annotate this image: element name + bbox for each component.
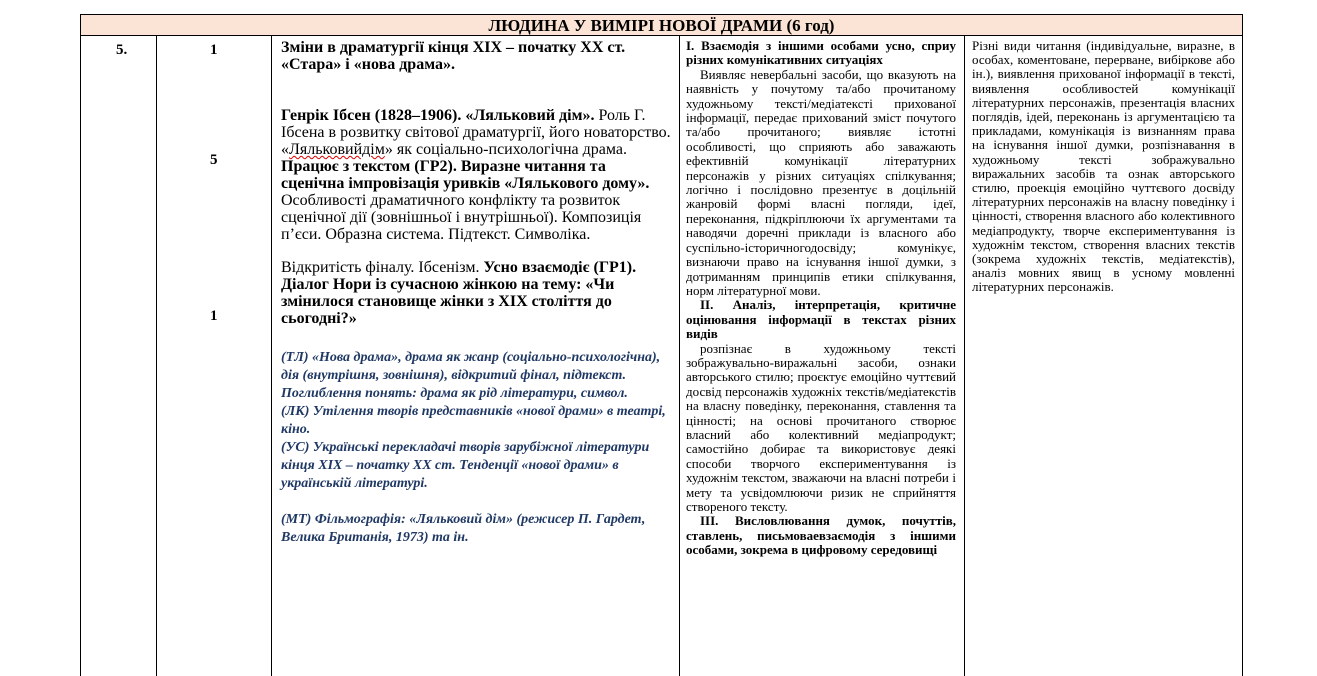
activities	[972, 39, 1235, 295]
topic-content	[281, 39, 673, 547]
outcome-heading-2: ІІ. Аналіз, інтерпретація, критичне оцінювання інформації в текстах різних видів	[686, 297, 956, 342]
topic-final: Відкритість фіналу. Ібсенізм. Усно взаємодіє (ГР1). Діалог Нори із сучасною жінкою на тему: «Чи змінилося становище жінки з ХІХ століття до сьогодні?»	[281, 259, 637, 327]
outcome-heading-3: ІІІ. Висловлювання думок, почуттів, ставлень, письмоваевзаємодія з іншими особами, зокрема в цифровому середовищі	[686, 513, 956, 558]
hours-value: 5	[210, 152, 218, 168]
outcome-text-2: розпізнає в художньому тексті зображувально-виражальні засоби, ознаки авторського стилю; проєктує емоційно чуттєвий досвід персонажів художніх текстів/медіатекстів на власну поведінку, переконання, ставлення та цінності; на основі прочитаного створює власний або колективний медіапродукт; самостійно добирає та використовує деякі способи творчого експериментування із художнім текстом, зважаючи на власні потреби і мету та усвідомлюючи ризик не сприйняття створеного тексту.	[686, 340, 956, 514]
column-divider	[271, 36, 272, 676]
learning-outcomes	[686, 39, 956, 558]
literary-theory-note: (ТЛ) «Нова драма», драма як жанр (соціально-психологічна), дія (внутрішня, зовнішня), відкритий фінал, підтекст. Поглиблення понять: драма як рід літератури, символ.	[281, 350, 661, 401]
topic-heading: Зміни в драматургії кінця ХІХ – початку ХХ ст. «Стара» і «нова драма».	[281, 39, 626, 73]
lesson-number: 5.	[116, 42, 128, 58]
column-divider	[964, 36, 965, 676]
ukrainian-context-note: (УС) Українські перекладачі творів зарубіжної літератури кінця ХІХ – початку ХХ ст. Тенденції «нової драми» в українській літературі.	[281, 440, 650, 491]
column-divider	[679, 36, 680, 676]
culture-note: (ЛК) Утілення творів представників «нової драми» в театрі, кіно.	[281, 404, 666, 437]
outcome-text-1: Виявляє невербальні засоби, що вказують на наявність у почутому та/або прочитаному художньому тексті/медіатексті прихованої інформації, передає прихований зміст почутого та/або прочитаного; виявляє істотні особливості, що сприяють або заважають ефективній комунікації літературних персонажів у різних ситуаціях спілкування; логічно і послідовно презентує в доцільній жанровій формі власні погляди, ідеї, переконання, підкріплюючи їх аргументами та наводячи доречні приклади із власного або суспільно-історичногодосвіду; комунікує, визнаючи право на існування іншої думки, з дотриманням принципів етики спілкування, норм літературної мови.	[686, 66, 956, 298]
hours-value: 1	[210, 42, 218, 58]
media-note: (МТ) Фільмографія: «Ляльковий дім» (режисер П. Гардет, Велика Британія, 1973) та ін.	[281, 512, 646, 545]
section-header: ЛЮДИНА У ВИМІРІ НОВОЇ ДРАМИ (6 год)	[80, 14, 1243, 36]
hours-value: 1	[210, 308, 218, 324]
topic-ibsen: Генрік Ібсен (1828–1906). «Ляльковий дім». Роль Г. Ібсена в розвитку світової драматургії, його новаторство. «Ляльковийдім» як соціально-психологічна драма. Працює з текстом (ГР2). Виразне читання та сценічна імпровізація уривків «Лялькового дому». Особливості драматичного конфлікту та розвиток сценічної дії (зовнішньої і внутрішньої). Композиція п’єси. Образна система. Підтекст. Символіка.	[281, 107, 671, 243]
activities-text: Різні види читання (індивідуальне, виразне, в особах, коментоване, перерване, вибіркове або ін.), виявлення прихованої інформації в тексті, виявлення особливостей комунікації літературних персонажів, презентація власних поглядів, ідей, переконань із аргументацією та прикладами, комунікація із визнанням права на існування іншої думки, розпізнавання в художньому тексті зображувально виражальних засобів та ознак авторського стилю, проекція емоційно чуттєвого досвіду літературних персонажів на власну поведінку і цінності, створення власного або колективного медіапродукту, творче експериментування із художнім текстом, створення власних текстів (зокрема художніх текстів, медіатекстів), аналіз мовних явищ в усному мовленні літературних персонажів.	[972, 38, 1235, 295]
outcome-heading-1: І. Взаємодія з іншими особами усно, сприу різних комунікативних ситуаціях	[686, 38, 956, 68]
column-divider	[156, 36, 157, 676]
